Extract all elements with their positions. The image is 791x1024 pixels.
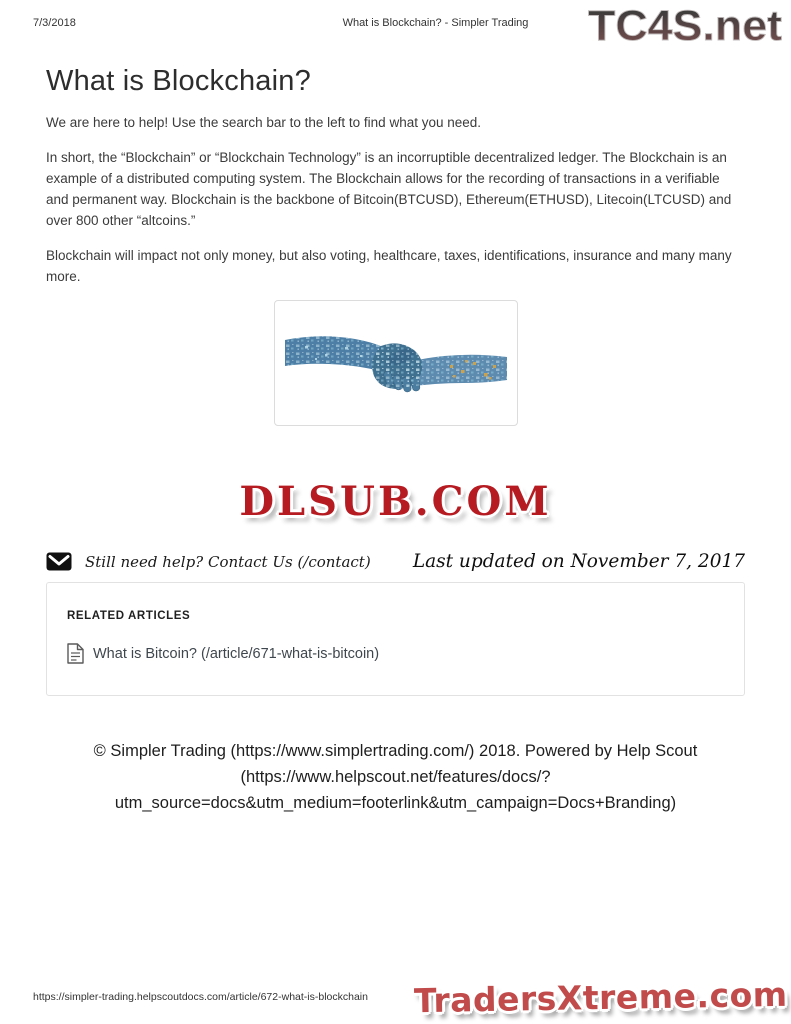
- document-icon: [67, 643, 84, 664]
- print-header-title: What is Blockchain? - Simpler Trading: [342, 17, 529, 29]
- last-updated-text: Last updated on November 7, 2017: [412, 551, 745, 572]
- related-article-label: What is Bitcoin? (/article/671-what-is-bitcoin): [93, 645, 380, 662]
- related-article-link[interactable]: [67, 643, 724, 664]
- tc4s-watermark-text: TC4S.net: [588, 2, 782, 50]
- envelope-icon: [46, 552, 72, 571]
- page-title: What is Blockchain?: [46, 65, 311, 97]
- footer-credit[interactable]: [46, 738, 745, 816]
- related-articles-card: [46, 582, 745, 696]
- tradersxtreme-watermark: TradersXtreme.com: [414, 974, 789, 1021]
- footer-line-2: (https://www.helpscout.net/features/docs/?: [240, 768, 551, 786]
- body-paragraph-2: Blockchain will impact not only money, but also voting, healthcare, taxes, identifications, insurance and many many more.: [46, 248, 732, 284]
- body-paragraph-1: In short, the “Blockchain” or “Blockchain Technology” is an incorruptible decentralized ledger. The Blockchain is an example of a distributed computing system. The Blockchain allows for the recording of transactions in a verifiable and permanent way. Blockchain is the backbone of Bitcoin(BTCUSD), Ethereum(ETHUSD), Litecoin(LTCUSD) and over 800 other “altcoins.”: [46, 150, 732, 228]
- print-footer-url: https://simpler-trading.helpscoutdocs.com/article/672-what-is-blockchain: [33, 991, 368, 1003]
- contact-row: [46, 551, 745, 572]
- article-content: [46, 65, 745, 816]
- intro-paragraph: We are here to help! Use the search bar to the left to find what you need.: [46, 115, 482, 130]
- dlsub-watermark: DLSUB.COM: [239, 478, 552, 525]
- blockchain-handshake-image: [285, 311, 507, 415]
- related-articles-heading: RELATED ARTICLES: [67, 610, 191, 622]
- tc4s-watermark: [584, 1, 786, 51]
- footer-line-1: © Simpler Trading (https://www.simplertrading.com/) 2018. Powered by Help Scout: [93, 742, 698, 760]
- contact-us-link[interactable]: Still need help? Contact Us (/contact): [85, 552, 371, 571]
- print-date: 7/3/2018: [33, 17, 76, 29]
- print-footer: [33, 991, 368, 1003]
- footer-line-3: utm_source=docs&utm_medium=footerlink&utm_campaign=Docs+Branding): [114, 794, 677, 812]
- article-image-frame: [274, 300, 518, 426]
- contact-help-row[interactable]: [46, 552, 371, 571]
